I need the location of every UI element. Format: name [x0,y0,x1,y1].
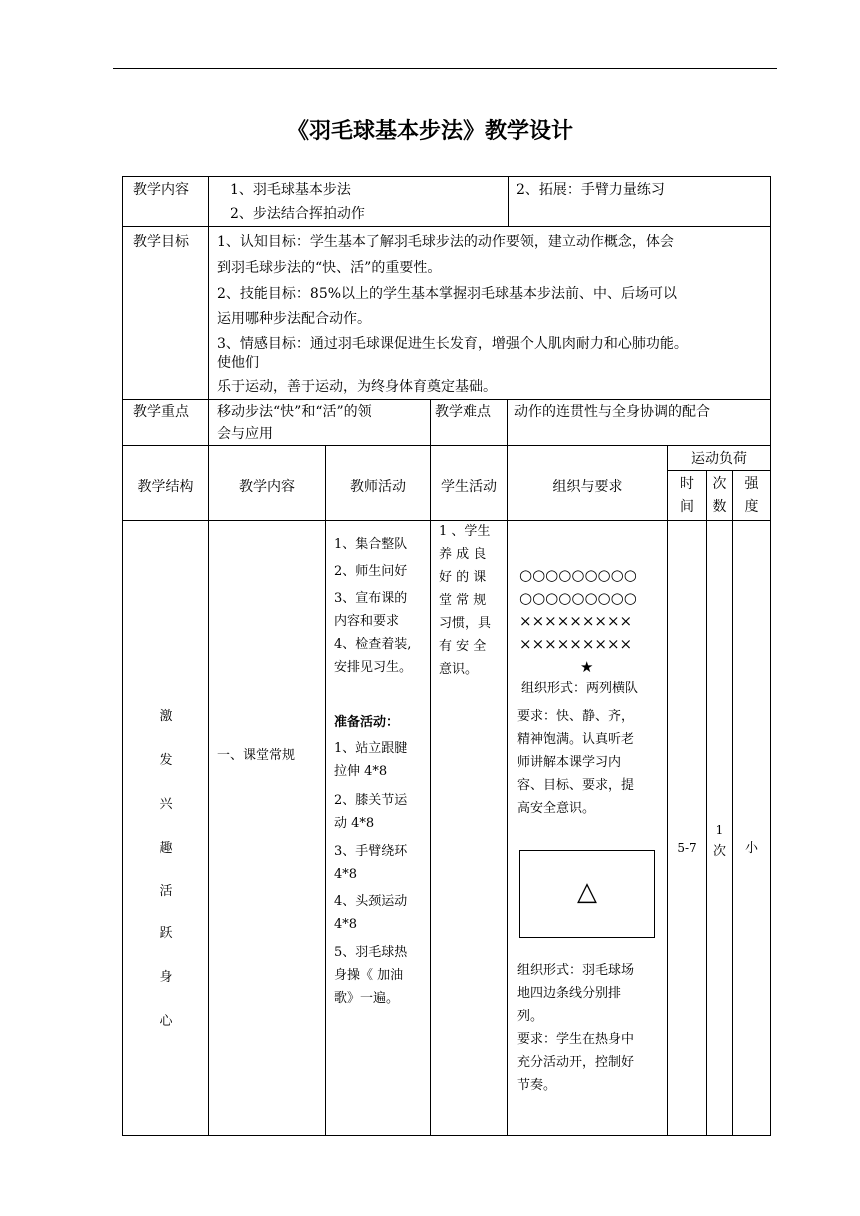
col-divider [706,470,707,1135]
formation-row-circles: ○○○○○○○○○ [519,566,637,584]
header-structure: 教学结构 [137,479,194,495]
label-difficulty: 教学难点 [435,404,491,420]
label-key-point: 教学重点 [133,404,189,420]
content-classroom-routine: 一、课堂常规 [217,748,296,763]
header-rule [113,68,777,69]
col-divider [430,445,431,1135]
prep-item: 歌》一遍。 [334,991,400,1006]
org-form-2-line: 组织形式：羽毛球场 [517,963,635,978]
structure-char: 跃 [159,926,173,941]
key-point-line-1: 移动步法“快”和“活”的领 [217,404,372,420]
teacher-star-icon: ★ [580,658,594,676]
key-point-line-2: 会与应用 [217,426,273,442]
teacher-item: 4、检查着装, [334,637,412,652]
content-extension: 2、拓展：手臂力量练习 [516,182,665,198]
header-student-activity: 学生活动 [441,479,497,495]
col-divider [325,445,326,1135]
label-teaching-goals: 教学目标 [133,234,189,250]
student-line: 养 成 良 [439,547,487,562]
prep-item: 4、头颈运动 [334,894,408,909]
org-req-line: 精神饱满。认真听老 [517,732,635,747]
col-divider [507,399,508,445]
org-req-line: 容、目标、要求，提 [517,778,635,793]
prep-item: 4*8 [334,867,358,882]
teacher-item: 2、师生问好 [334,564,408,579]
formation-row-circles: ○○○○○○○○○ [519,589,637,607]
prep-item: 4*8 [334,917,358,932]
org-req-line: 要求：快、静、齐， [517,709,635,724]
structure-char: 激 [159,709,173,724]
structure-char: 心 [159,1014,173,1029]
teacher-item: 内容和要求 [334,614,400,629]
goal-line-6: 使他们 [217,355,259,371]
triangle-icon: △ [577,877,597,907]
teacher-item: 1、集合整队 [334,537,408,552]
teacher-item: 3、宣布课的 [334,591,408,606]
row-divider [123,226,770,227]
prep-activity-title: 准备活动： [334,715,400,730]
prep-item: 2、膝关节运 [334,793,408,808]
prep-item: 动 4*8 [334,816,375,831]
content-item-2: 2、步法结合挥拍动作 [230,206,365,222]
structure-char: 趣 [159,841,173,856]
document-title: 《羽毛球基本步法》教学设计 [286,119,573,144]
structure-char: 活 [159,884,173,899]
org-req-line: 高安全意识。 [517,801,596,816]
goal-line-2: 到羽毛球步法的“快、活”的重要性。 [217,260,442,276]
goal-line-4: 运用哪种步法配合动作。 [217,311,371,327]
col-divider [208,177,209,1135]
row-divider [123,445,770,446]
content-item-1: 1、羽毛球基本步法 [230,182,351,198]
prep-item: 5、羽毛球热 [334,945,408,960]
org-form-2-line: 地四边条线分别排 [517,986,622,1001]
goal-line-7: 乐于运动，善于运动，为终身体育奠定基础。 [217,379,497,395]
header-intensity-2: 度 [744,499,759,515]
col-divider [508,177,509,226]
header-time-2: 间 [680,499,694,515]
col-divider [732,470,733,1135]
org-form-2-line: 列。 [517,1009,544,1024]
org-req-2-line: 要求：学生在热身中 [517,1032,635,1047]
header-intensity-1: 强 [744,476,759,492]
goal-line-3: 2、技能目标：85%以上的学生基本掌握羽毛球基本步法前、中、后场可以 [217,286,678,302]
load-intensity: 小 [744,841,758,856]
formation-row-crosses: ××××××××× [519,612,633,630]
org-req-line: 师讲解本课学习内 [517,755,622,770]
row-divider [667,470,770,471]
student-line: 意识。 [439,662,479,677]
goal-line-5: 3、情感目标：通过羽毛球课促进生长发育，增强个人肌肉耐力和心肺功能。 [217,336,688,352]
structure-char: 兴 [159,797,173,812]
student-line: 习惯，具 [439,616,492,631]
prep-item: 身操《 加油 [334,968,404,983]
lesson-plan-table [122,176,771,1136]
structure-char: 发 [159,753,173,768]
prep-item: 拉伸 4*8 [334,764,388,779]
header-teacher-activity: 教师活动 [350,479,406,495]
load-time: 5-7 [677,841,697,855]
load-count-2: 次 [712,844,726,859]
org-req-2-line: 充分活动开，控制好 [517,1055,635,1070]
load-count-1: 1 [715,823,724,837]
prep-item: 3、手臂绕环 [334,844,408,859]
org-req-2-line: 节奏。 [517,1078,557,1093]
formation-row-crosses: ××××××××× [519,635,633,653]
prep-item: 1、站立跟腱 [334,741,408,756]
header-organization: 组织与要求 [552,479,623,495]
difficulty-text: 动作的连贯性与全身协调的配合 [514,404,710,420]
student-line: 1 、学生 [439,524,491,539]
goal-line-1: 1、认知目标：学生基本了解羽毛球步法的动作要领，建立动作概念，体会 [217,234,674,250]
header-exercise-load: 运动负荷 [691,451,747,467]
row-divider [123,399,770,400]
header-content: 教学内容 [239,479,295,495]
student-line: 好 的 课 [439,570,487,585]
student-line: 有 安 全 [439,639,487,654]
structure-char: 身 [159,970,173,985]
col-divider [507,445,508,1135]
col-divider [667,445,668,1135]
label-teaching-content: 教学内容 [133,182,189,198]
header-count-2: 数 [712,499,727,515]
header-count-1: 次 [712,476,727,492]
court-diagram [519,850,655,938]
teacher-item: 安排见习生。 [334,660,413,675]
col-divider [430,399,431,445]
header-time-1: 时 [680,476,694,492]
org-form-1: 组织形式：两列横队 [521,681,639,696]
student-line: 堂 常 规 [439,593,487,608]
